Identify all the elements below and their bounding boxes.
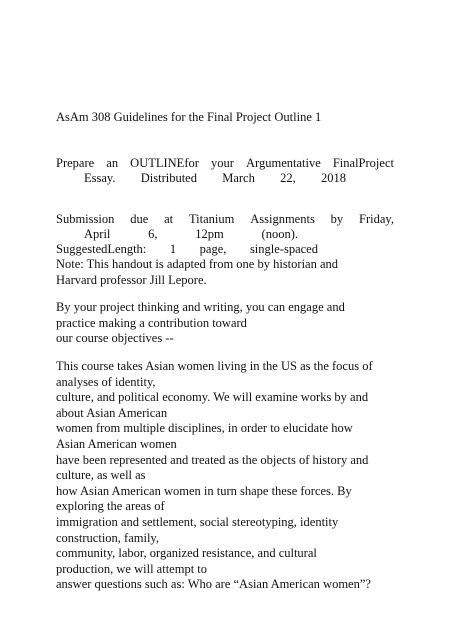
- note-paragraph: [56, 257, 401, 288]
- word: March: [222, 171, 255, 185]
- submission-block: [56, 212, 394, 257]
- word: 1: [169, 242, 177, 256]
- word: due: [130, 212, 149, 226]
- document-title: AsAm 308 Guidelines for the Final Project Outline 1: [56, 110, 322, 124]
- prepare-line-2: [56, 171, 346, 186]
- prepare-block: [56, 156, 394, 186]
- text-line: Harvard professor Jill Lepore.: [56, 272, 207, 287]
- text-line: production, we will attempt to: [56, 561, 208, 576]
- word: Titanium: [188, 212, 235, 226]
- word: page,: [199, 242, 227, 256]
- word: 6,: [148, 227, 158, 241]
- submission-line-1: [56, 212, 394, 227]
- word: Essay.: [84, 171, 116, 185]
- word: Distributed: [140, 171, 197, 185]
- word: 2018: [320, 171, 346, 185]
- course-paragraph: [56, 359, 401, 593]
- text-line: about Asian American: [56, 405, 168, 420]
- word: by: [330, 212, 344, 226]
- word: Submission: [56, 212, 115, 226]
- text-line: Note: This handout is adapted from one by historian and: [56, 257, 339, 271]
- prepare-line-1: [56, 156, 394, 171]
- text-line: By your project thinking and writing, you can engage and: [56, 300, 345, 314]
- text-line: how Asian American women in turn shape these forces. By: [56, 483, 352, 498]
- word: (noon).: [261, 227, 298, 241]
- word: your: [211, 156, 234, 170]
- text-line: Asian American women: [56, 436, 177, 451]
- text-line: culture, as well as: [56, 468, 146, 483]
- text-line: culture, and political economy. We will examine works by and: [56, 390, 369, 405]
- word: Assignments: [250, 212, 315, 226]
- word: SuggestedLength:: [56, 242, 147, 256]
- text-line: women from multiple disciplines, in order to elucidate how: [56, 421, 353, 436]
- word: an: [106, 156, 119, 170]
- engage-paragraph: [56, 300, 401, 347]
- word: Prepare: [56, 156, 95, 170]
- text-line: analyses of identity,: [56, 374, 156, 389]
- text-line: community, labor, organized resistance, and cultural: [56, 546, 317, 561]
- word: single-spaced: [249, 242, 318, 256]
- text-line: have been represented and treated as the objects of history and: [56, 452, 369, 467]
- word: at: [164, 212, 174, 226]
- text-line: answer questions such as: Who are “Asian American women”?: [56, 577, 371, 592]
- word: Argumentative: [246, 156, 321, 170]
- word: April: [84, 227, 111, 241]
- text-line: our course objectives --: [56, 331, 174, 346]
- text-line: construction, family,: [56, 530, 159, 545]
- word: FinalProject: [332, 156, 394, 170]
- word: 12pm: [195, 227, 224, 241]
- word: Friday,: [359, 212, 394, 226]
- text-line: exploring the areas of: [56, 499, 165, 514]
- word: OUTLINEfor: [130, 156, 199, 170]
- text-line: practice making a contribution toward: [56, 315, 247, 330]
- text-line: This course takes Asian women living in the US as the focus of: [56, 359, 373, 373]
- text-line: immigration and settlement, social stereotyping, identity: [56, 514, 339, 529]
- word: 22,: [280, 171, 296, 185]
- submission-line-3: [56, 242, 318, 257]
- submission-line-2: [56, 227, 298, 242]
